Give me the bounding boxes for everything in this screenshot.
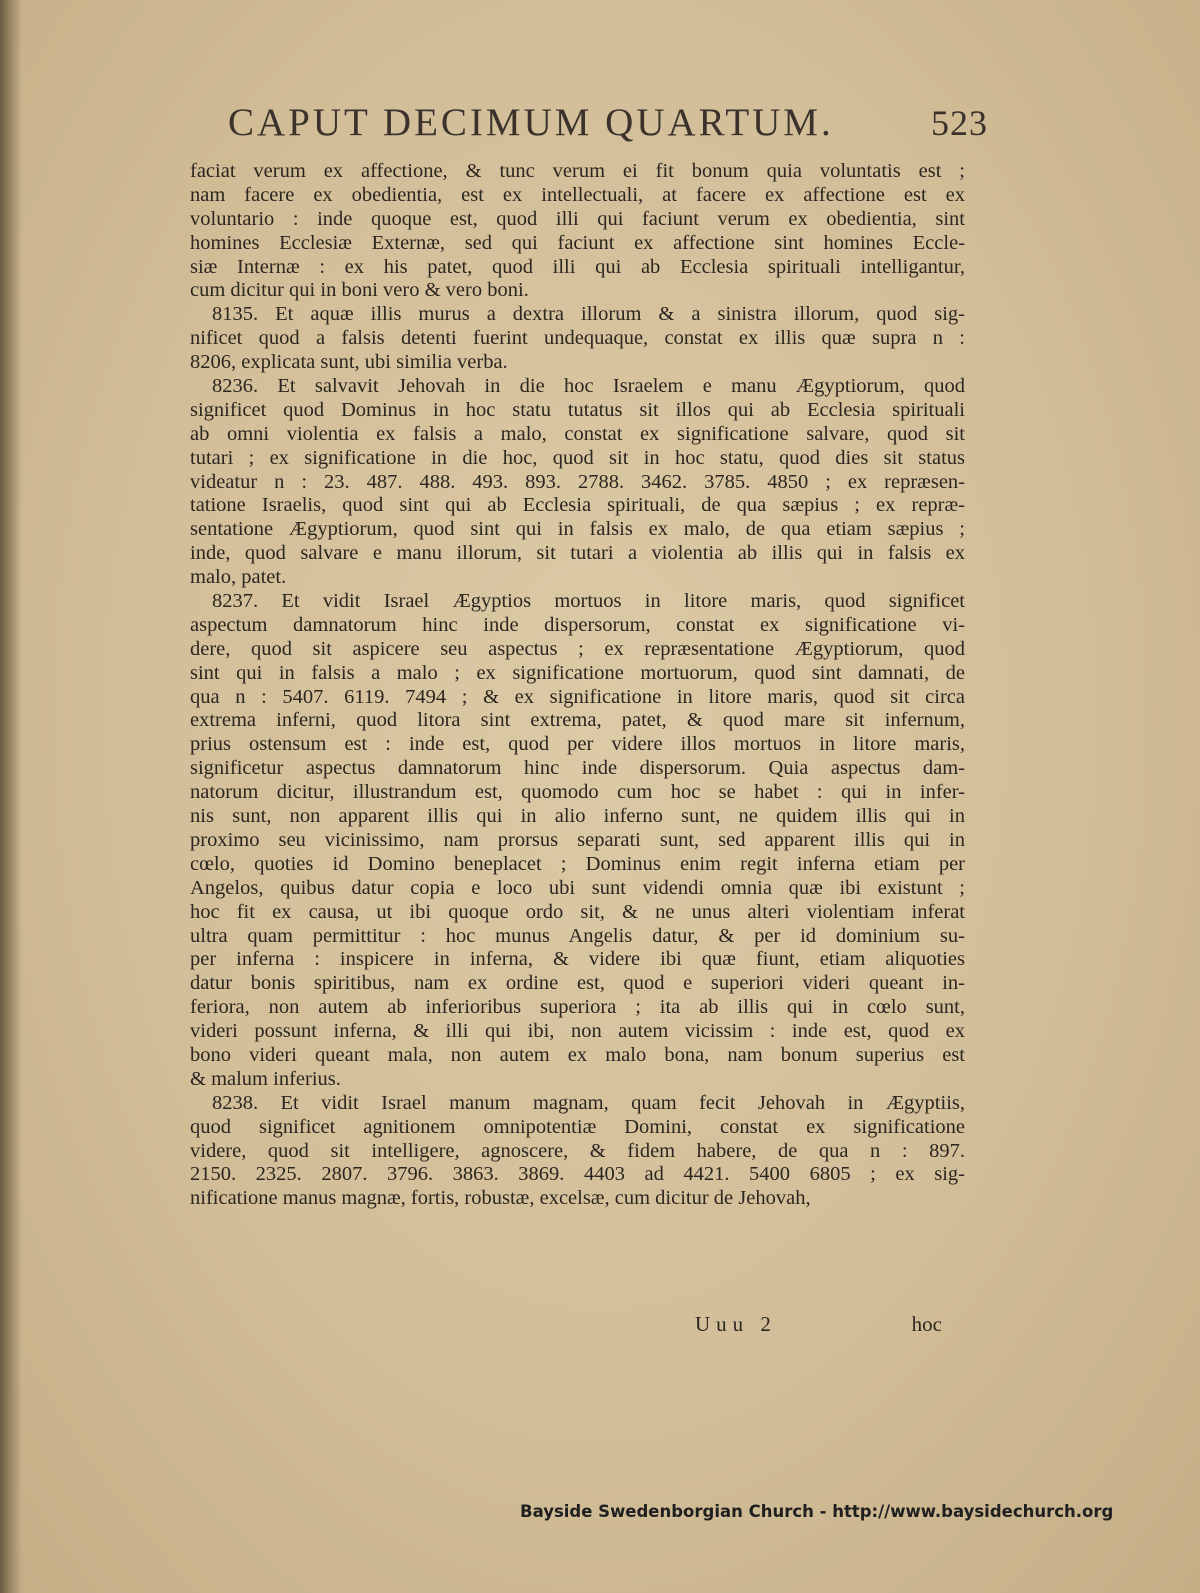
text-line: nificatione manus magnæ, fortis, robustæ, excelsæ, cum dicitur de Jehovah, [190, 1187, 811, 1210]
running-head [228, 100, 988, 145]
text-line: prius ostensum est : inde est, quod per videre illos mortuos in litore maris, [190, 733, 965, 756]
text-line: sentatione Ægyptiorum, quod sint qui in falsis ex malo, de qua etiam sæpius ; [190, 518, 965, 541]
text-line: proximo seu vicinissimo, nam prorsus separati sunt, sed apparent illis qui in [190, 828, 965, 851]
page-footer [190, 1312, 950, 1338]
text-line: nis sunt, non apparent illis qui in alio inferno sunt, ne quidem illis qui in [190, 805, 965, 828]
text-line: significet quod Dominus in hoc statu tutatus sit illos qui ab Ecclesia spirituali [190, 398, 965, 421]
text-line: nificet quod a falsis detenti fuerint undequaque, constat ex illis quæ supra n : [190, 327, 965, 350]
text-line: faciat verum ex affectione, & tunc verum ei fit bonum quia voluntatis est ; [190, 160, 965, 182]
text-line: extrema inferni, quod litora sint extrema, patet, & quod mare sit infernum, [190, 709, 965, 732]
text-line: homines Ecclesiæ Externæ, sed qui faciunt ex affectione sint homines Eccle- [190, 231, 965, 254]
paragraph [190, 590, 965, 1092]
text-line: inde, quod salvare e manu illorum, sit tutari a violentia ab illis qui in falsis ex [190, 542, 965, 565]
text-line: ab omni violentia ex falsis a malo, constat ex significatione salvare, quod sit [190, 422, 965, 445]
text-line: per inferna : inspicere in inferna, & videre ibi quæ fiunt, etiam aliquoties [190, 948, 965, 971]
running-title: CAPUT DECIMUM QUARTUM. [228, 101, 834, 144]
text-line: sint qui in falsis a malo ; ex significatione mortuorum, quod sint damnati, de [190, 661, 965, 684]
text-line: voluntario : inde quoque est, quod illi qui faciunt verum ex obedientia, sint [190, 207, 965, 230]
text-line: aspectum damnatorum hinc inde dispersorum, constat ex significatione vi- [190, 613, 965, 636]
text-line: cœlo, quoties id Domino beneplacet ; Dominus enim regit inferna etiam per [190, 852, 965, 875]
text-line: nam facere ex obedientia, est ex intellectuali, at facere ex affectione est ex [190, 183, 965, 206]
text-line: 8135. Et aquæ illis murus a dextra illorum & a sinistra illorum, quod sig- [212, 303, 965, 326]
text-line: significetur aspectus damnatorum hinc inde dispersorum. Quia aspectus dam- [190, 757, 965, 780]
paragraph [190, 375, 965, 590]
text-line: bono videri queant mala, non autem ex malo bona, nam bonum superius est [190, 1043, 965, 1066]
catchword: hoc [911, 1312, 942, 1336]
text-line: hoc fit ex causa, ut ibi quoque ordo sit, & ne unus alteri violentiam inferat [190, 900, 965, 923]
text-line: datur bonis spiritibus, nam ex ordine est, quod e superiori videri queant in- [190, 972, 965, 995]
text-line: 8237. Et vidit Israel Ægyptios mortuos in litore maris, quod significet [212, 590, 965, 613]
text-line: quod significet agnitionem omnipotentiæ Domini, constat ex significatione [190, 1115, 965, 1138]
spine-shadow [0, 0, 22, 1593]
text-line: videatur n : 23. 487. 488. 493. 893. 2788. 3462. 3785. 4850 ; ex repræsen- [190, 470, 965, 493]
text-line: videre, quod sit intelligere, agnoscere, & fidem habere, de qua n : 897. [190, 1139, 965, 1162]
signature-mark: Uuu 2 [695, 1312, 777, 1336]
page-number: 523 [931, 103, 988, 143]
text-line: 8236. Et salvavit Jehovah in die hoc Israelem e manu Ægyptiorum, quod [212, 375, 965, 398]
watermark-text: Bayside Swedenborgian Church - http://www.baysidechurch.org [520, 1502, 1114, 1521]
paragraph [190, 1092, 965, 1211]
text-line: natorum dicitur, illustrandum est, quomodo cum hoc se habet : qui in infer- [190, 781, 965, 804]
text-line: dere, quod sit aspicere seu aspectus ; ex repræsentatione Ægyptiorum, quod [190, 637, 965, 660]
text-line: 8206, explicata sunt, ubi similia verba. [190, 351, 508, 374]
paragraph [190, 303, 965, 375]
text-line: siæ Internæ : ex his patet, quod illi qui ab Ecclesia spirituali intelligantur, [190, 255, 965, 278]
text-line: cum dicitur qui in boni vero & vero boni. [190, 279, 529, 302]
text-line: feriora, non autem ab inferioribus superiora ; ita ab illis qui in cœlo sunt, [190, 996, 965, 1019]
text-line: 8238. Et vidit Israel manum magnam, quam fecit Jehovah in Ægyptiis, [212, 1091, 965, 1114]
text-line: qua n : 5407. 6119. 7494 ; & ex significatione in litore maris, quod sit circa [190, 685, 965, 708]
text-line: videri possunt inferna, & illi qui ibi, non autem vicissim : inde est, quod ex [190, 1020, 965, 1043]
text-line: malo, patet. [190, 566, 287, 589]
text-line: tatione Israelis, quod sint qui ab Ecclesia spirituali, de qua sæpius ; ex repræ- [190, 494, 965, 517]
body-text [190, 160, 965, 1211]
paragraph [190, 160, 965, 303]
text-line: & malum inferius. [190, 1067, 341, 1090]
text-line: tutari ; ex significatione in die hoc, quod sit in hoc statu, quod dies sit status [190, 446, 965, 469]
text-line: 2150. 2325. 2807. 3796. 3863. 3869. 4403 ad 4421. 5400 6805 ; ex sig- [190, 1163, 965, 1186]
text-line: ultra quam permittitur : hoc munus Angelis datur, & per id dominium su- [190, 924, 965, 947]
text-line: Angelos, quibus datur copia e loco ubi sunt videndi omnia quæ ibi existunt ; [190, 876, 965, 899]
